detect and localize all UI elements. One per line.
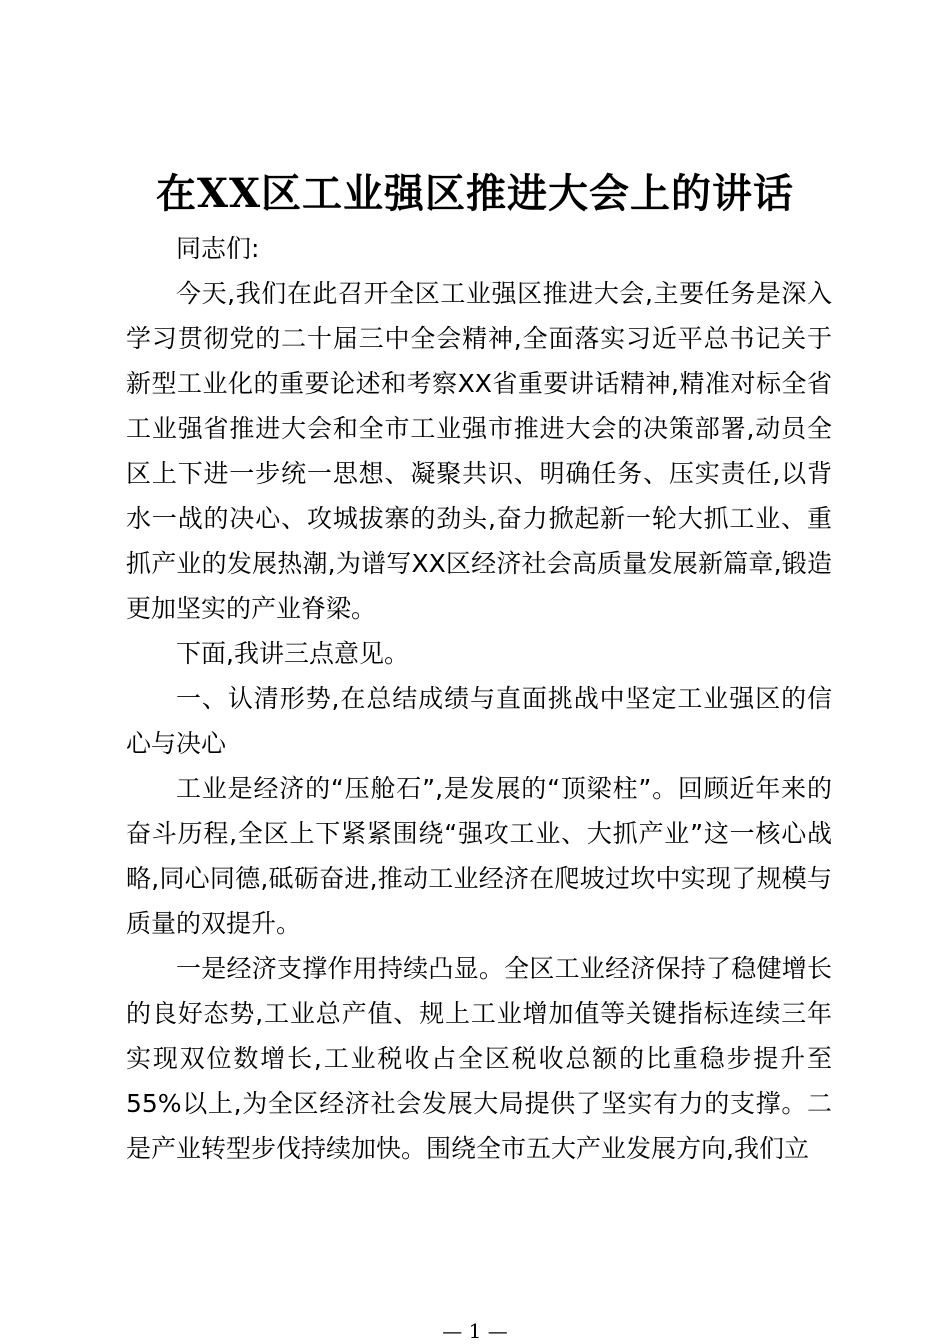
body-paragraph: 今天,我们在此召开全区工业强区推进大会,主要任务是深入学习贯彻党的二十届三中全会精神,全面落实习近平总书记关于新型工业化的重要论述和考察XX省重要讲话精神,精准对标全省工业强省推进大会和全市工业强市推进大会的决策部署,动员全区上下进一步统一思想、凝聚共识、明确任务、压实责任,以背水一战的决心、攻城拔寨的劲头,奋力掀起新一轮大抓工业、重抓产业的发展热潮,为谱写XX区经济社会高质量发展新篇章,锻造更加坚实的产业脊梁。 [126, 279, 832, 623]
body-paragraph: 工业是经济的“压舱石”,是发展的“顶梁柱”。回顾近年来的奋斗历程,全区上下紧紧围绕“强攻工业、大抓产业”这一核心战略,同心同德,砥砺奋进,推动工业经济在爬坡过坎中实现了规模与质量的双提升。 [126, 774, 832, 938]
document-body [126, 226, 832, 1171]
document-title: 在XX区工业强区推进大会上的讲话 [155, 170, 795, 217]
body-paragraph: 下面,我讲三点意见。 [176, 639, 409, 668]
section-heading: 一、认清形势,在总结成绩与直面挑战中坚定工业强区的信心与决心 [126, 684, 832, 758]
page-number: — 1 — [442, 1319, 508, 1343]
body-paragraph: 一是经济支撑作用持续凸显。全区工业经济保持了稳健增长的良好态势,工业总产值、规上工业增加值等关键指标连续三年实现双位数增长,工业税收占全区税收总额的比重稳步提升至55%以上,为全区经济社会发展大局提供了坚实有力的支撑。二是产业转型步伐持续加快。围绕全市五大产业发展方向,我们立 [126, 954, 832, 1163]
salutation-paragraph: 同志们: [176, 234, 260, 263]
